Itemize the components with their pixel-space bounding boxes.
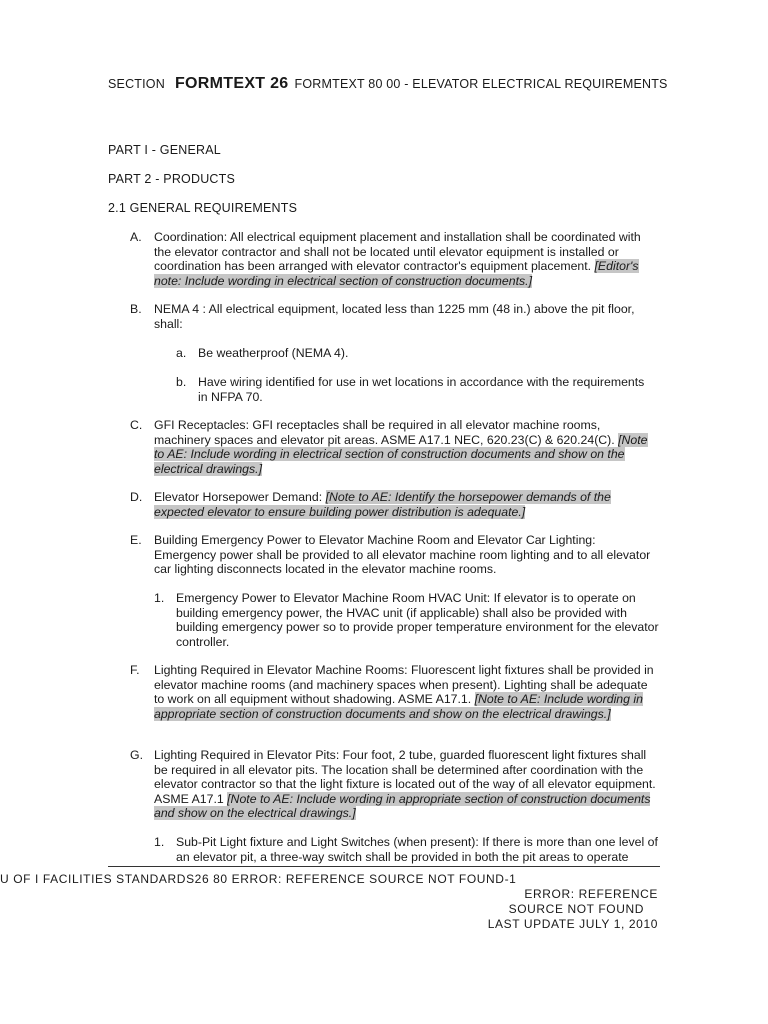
footer-divider: [108, 866, 660, 867]
ae-note: [Note to AE: Include wording in electrical section of construction documents and show on the electrical drawings.]: [154, 432, 648, 476]
item-text: Coordination: All electrical equipment placement and installation shall be coordinated with the elevator contractor and shall not be located until elevator equipment is installed or coordination has been arranged with elevator contractor's equipment placement.: [154, 230, 641, 274]
editor-note: [Editor's note: Include wording in electrical section of construction documents.]: [154, 259, 639, 288]
footer-line-2: ERROR: REFERENCE: [524, 887, 658, 901]
item-label: E.: [130, 533, 142, 547]
item-d: [130, 490, 660, 519]
item-f: [130, 663, 660, 721]
item-label: D.: [130, 490, 143, 504]
section-title: FORMTEXT 80 00 - ELEVATOR ELECTRICAL REQUIREMENTS: [294, 77, 668, 91]
ae-note: [Note to AE: Identify the horsepower demands of the expected elevator to ensure building power distribution is adequate.]: [154, 490, 611, 519]
item-label: G.: [130, 748, 143, 762]
section-2-1-heading: 2.1 GENERAL REQUIREMENTS: [108, 201, 298, 215]
ae-note: [Note to AE: Include wording in appropriate section of construction documents and show on the electrical drawings.]: [154, 692, 643, 721]
formtext-number: FORMTEXT 26: [174, 75, 289, 92]
footer-left: U OF I FACILITIES STANDARDS26 80 ERROR: REFERENCE SOURCE NOT FOUND-1: [0, 872, 517, 886]
item-b-sub-b: [176, 375, 656, 404]
item-label: A.: [130, 230, 142, 244]
item-label: B.: [130, 302, 142, 316]
section-label: SECTION: [108, 77, 165, 91]
sub-text: Sub-Pit Light fixture and Light Switches (when present): If there is more than one level of an elevator pit, a three-way switch shall be provided in both the pit areas to operate: [176, 835, 658, 864]
item-text: Building Emergency Power to Elevator Machine Room and Elevator Car Lighting: Emergency power shall be provided to all elevator machine room lighting and to all elevator car lighting disconnects located in the elevator machine rooms.: [154, 533, 651, 577]
sub-label: 1.: [154, 591, 165, 605]
footer-line-3: SOURCE NOT FOUND: [508, 902, 644, 916]
sub-text: Be weatherproof (NEMA 4).: [198, 346, 349, 360]
ae-note: [Note to AE: Include wording in appropriate section of construction documents and show on the electrical drawings.]: [154, 791, 651, 821]
section-heading: [108, 76, 668, 92]
sub-text: Emergency Power to Elevator Machine Room HVAC Unit: If elevator is to operate on building emergency power, the HVAC unit (if applicable) shall also be provided with building emergency power so to provide proper temperature environment for the elevator controller.: [176, 591, 659, 649]
part-1-heading: PART I - GENERAL: [108, 143, 221, 157]
item-text: Lighting Required in Elevator Machine Rooms: Fluorescent light fixtures shall be provided in elevator machine rooms (and machinery spaces when present). Lighting shall be adequate to work on all equipment without shadowing. ASME A17.1.: [154, 663, 654, 707]
item-text: Lighting Required in Elevator Pits: Four foot, 2 tube, guarded fluorescent light fixtures shall be required in all elevator pits. The location shall be determined after coordination with the elevator contractor so that the light fixture is located out of the way of all elevator equipment. ASME A17.1: [154, 748, 656, 806]
item-text: NEMA 4 : All electrical equipment, located less than 1225 mm (48 in.) above the pit floor, shall:: [154, 302, 635, 331]
item-e-sub-1: [154, 591, 660, 649]
item-label: F.: [130, 663, 140, 677]
item-g: [130, 748, 660, 821]
item-text: GFI Receptacles: GFI receptacles shall be required in all elevator machine rooms, machinery spaces and elevator pit areas. ASME A17.1 NEC, 620.23(C) & 620.24(C).: [154, 418, 615, 447]
item-b-sub-a: [176, 346, 656, 361]
sub-label: b.: [176, 375, 187, 389]
sub-text: Have wiring identified for use in wet locations in accordance with the requirements in NFPA 70.: [198, 375, 645, 404]
item-label: C.: [130, 418, 143, 432]
item-a: [130, 230, 660, 288]
sub-label: a.: [176, 346, 187, 360]
footer-last-update: LAST UPDATE JULY 1, 2010: [487, 917, 658, 931]
item-g-sub-1: [154, 835, 660, 864]
item-e: [130, 533, 660, 577]
item-text: Elevator Horsepower Demand:: [154, 490, 326, 504]
item-c: [130, 418, 660, 476]
part-2-heading: PART 2 - PRODUCTS: [108, 172, 236, 186]
sub-label: 1.: [154, 835, 165, 849]
item-b: [130, 302, 660, 331]
